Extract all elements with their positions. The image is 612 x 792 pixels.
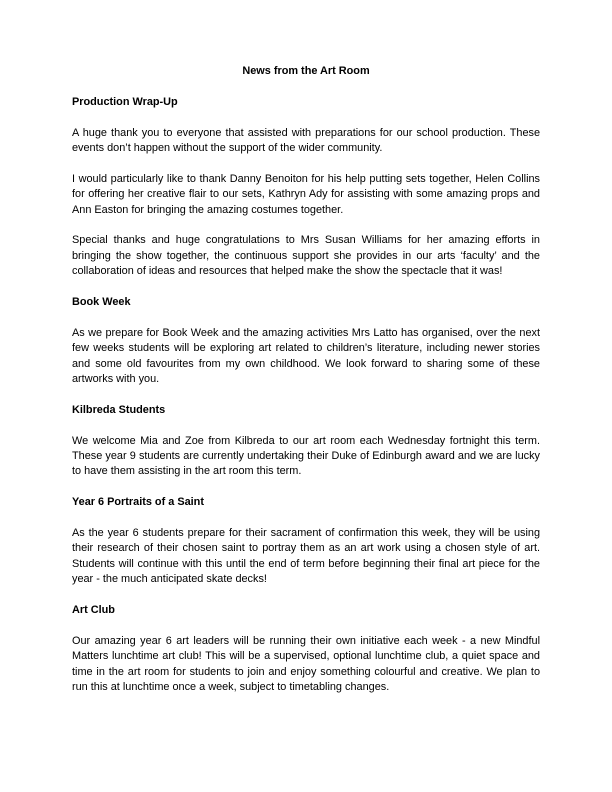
document-title: News from the Art Room <box>242 65 370 77</box>
section-kilbreda-students <box>72 403 540 480</box>
section-production-wrap-up <box>72 95 540 280</box>
section-heading: Book Week <box>72 296 131 309</box>
section-heading: Year 6 Portraits of a Saint <box>72 496 204 509</box>
paragraph: As we prepare for Book Week and the amazing activities Mrs Latto has organised, over the next few weeks students will be exploring art related to children’s literature, including newer stories and some old favourites from my own childhood. We look forward to sharing some of these artworks with you. <box>72 326 540 386</box>
paragraph: Our amazing year 6 art leaders will be running their own initiative each week - a new Mindful Matters lunchtime art club! This will be a supervised, optional lunchtime club, a quiet space and time in the art room for students to join and enjoy something colourful and creative. We plan to run this at lunchtime once a week, subject to timetabling changes. <box>72 634 540 694</box>
paragraph: I would particularly like to thank Danny Benoiton for his help putting sets together, Helen Collins for offering her creative flair to our sets, Kathryn Ady for assisting with some amazing props and Ann Easton for bringing the amazing costumes together. <box>72 172 540 216</box>
section-book-week <box>72 295 540 387</box>
document-page <box>72 64 540 711</box>
paragraph: A huge thank you to everyone that assisted with preparations for our school production. These events don’t happen without the support of the wider community. <box>72 126 540 154</box>
section-heading: Production Wrap-Up <box>72 95 178 108</box>
paragraph: As the year 6 students prepare for their sacrament of confirmation this week, they will be using their research of their chosen saint to portray them as an art work using a chosen style of art. Students will continue with this until the end of term before beginning their final art piece for the year - the much anticipated skate decks! <box>72 527 540 586</box>
paragraph: Special thanks and huge congratulations to Mrs Susan Williams for her amazing efforts in bringing the show together, the continuous support she provides in our arts ‘faculty’ and the collaboration of ideas and resources that helped make the show the spectacle that it was! <box>72 234 540 278</box>
section-art-club <box>72 603 540 695</box>
paragraph: We welcome Mia and Zoe from Kilbreda to our art room each Wednesday fortnight this term. These year 9 students are currently undertaking their Duke of Edinburgh award and we are lucky to have them assisting in the art room this term. <box>72 434 540 478</box>
section-year-6-portraits <box>72 495 540 587</box>
section-heading: Art Club <box>72 604 115 617</box>
section-heading: Kilbreda Students <box>72 403 166 416</box>
